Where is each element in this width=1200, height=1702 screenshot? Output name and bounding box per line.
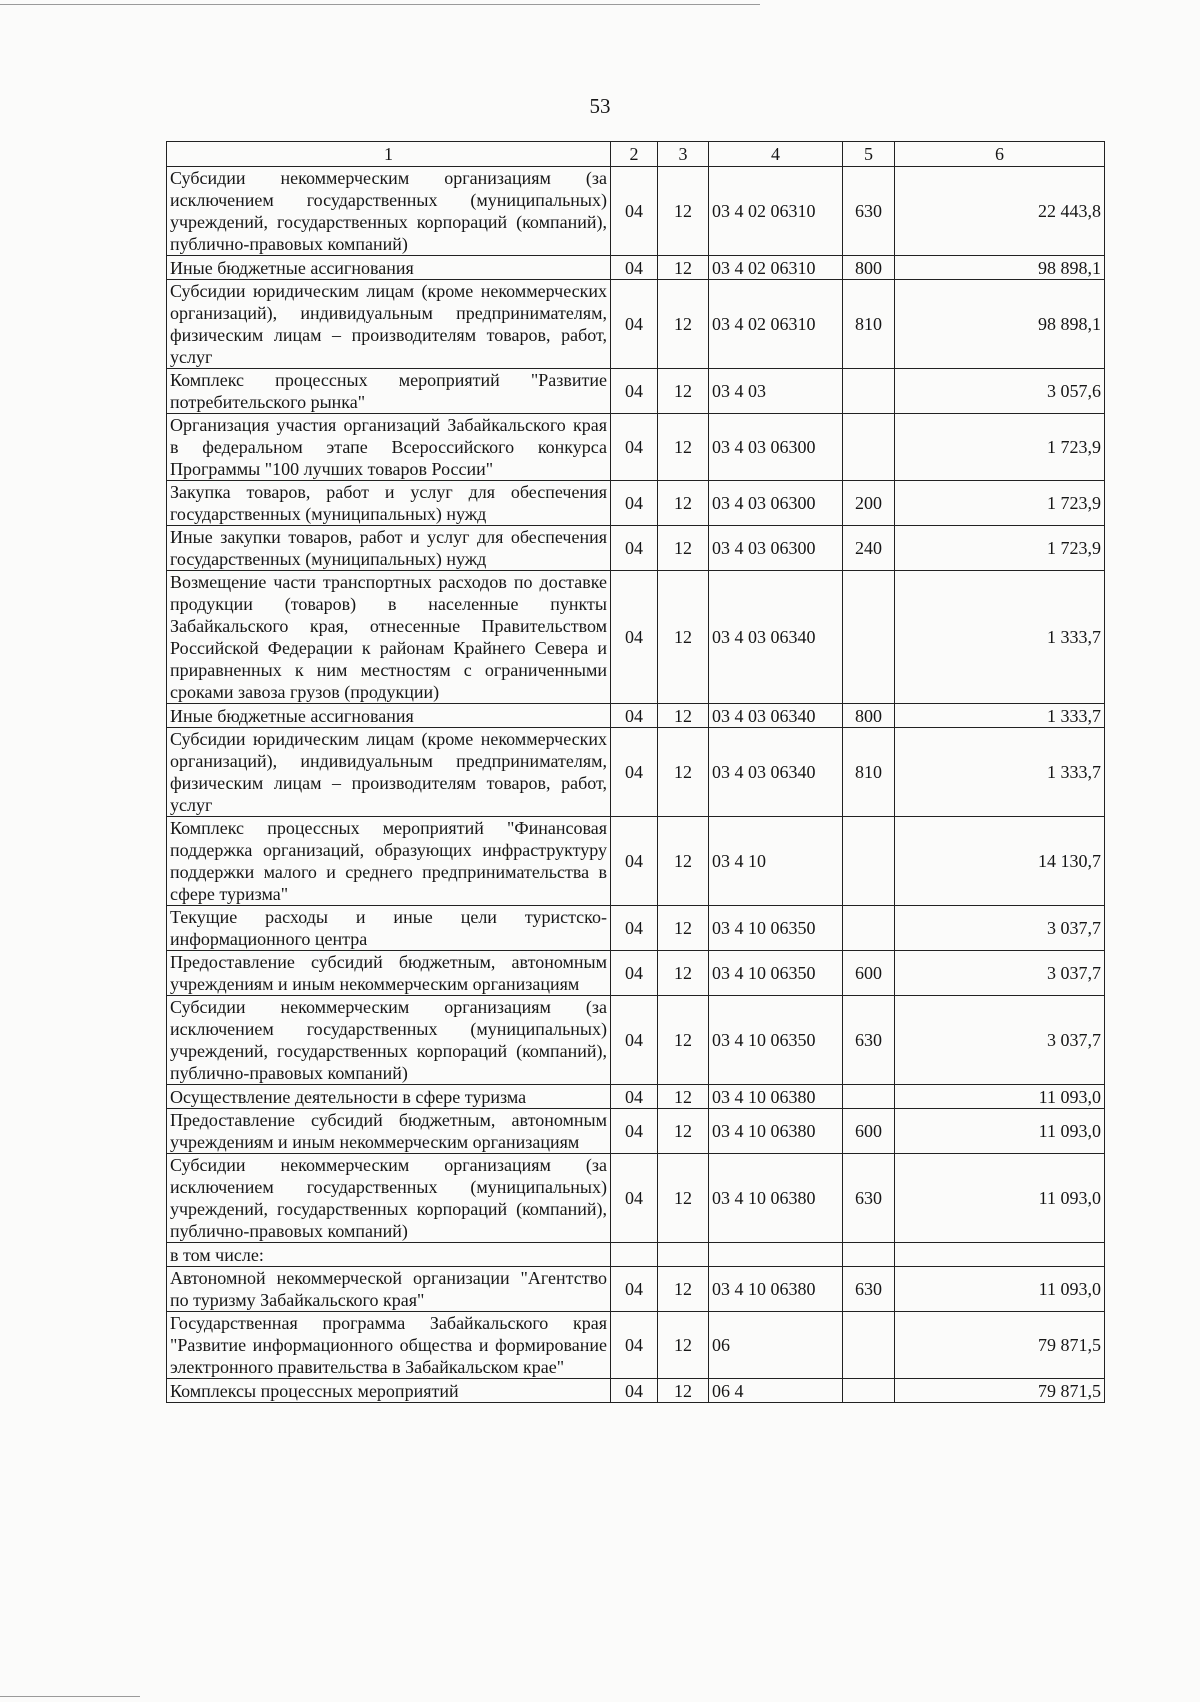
cell-amount: 1 723,9 xyxy=(895,414,1105,481)
cell-amount: 1 723,9 xyxy=(895,481,1105,526)
cell-amount: 79 871,5 xyxy=(895,1312,1105,1379)
cell-target-article-code: 03 4 10 06350 xyxy=(709,951,843,996)
cell-expense-type-code: 630 xyxy=(843,996,895,1085)
cell-target-article-code: 03 4 10 xyxy=(709,817,843,906)
cell-amount: 3 037,7 xyxy=(895,906,1105,951)
cell-expense-type-code xyxy=(843,369,895,414)
cell-item-name: Предоставление субсидий бюджетным, автономным учреждениям и иным некоммерческим организациям xyxy=(167,1109,611,1154)
table-row xyxy=(167,1154,1105,1243)
cell-item-name: Организация участия организаций Забайкальского края в федеральном этапе Всероссийского конкурса Программы "100 лучших товаров России" xyxy=(167,414,611,481)
cell-section-code: 04 xyxy=(611,951,658,996)
cell-subsection-code: 12 xyxy=(658,906,709,951)
cell-item-name: Комплекс процессных мероприятий "Развитие потребительского рынка" xyxy=(167,369,611,414)
cell-target-article-code: 03 4 10 06350 xyxy=(709,906,843,951)
cell-expense-type-code: 810 xyxy=(843,728,895,817)
scan-artifact-line xyxy=(0,1696,140,1697)
cell-expense-type-code: 800 xyxy=(843,704,895,728)
cell-expense-type-code xyxy=(843,1085,895,1109)
cell-section-code: 04 xyxy=(611,1154,658,1243)
table-row xyxy=(167,728,1105,817)
cell-target-article-code: 03 4 03 06300 xyxy=(709,414,843,481)
cell-amount: 1 333,7 xyxy=(895,728,1105,817)
cell-subsection-code: 12 xyxy=(658,1312,709,1379)
table-row xyxy=(167,1243,1105,1267)
cell-item-name: Предоставление субсидий бюджетным, автономным учреждениям и иным некоммерческим организациям xyxy=(167,951,611,996)
cell-subsection-code: 12 xyxy=(658,1154,709,1243)
table-row xyxy=(167,1312,1105,1379)
cell-subsection-code: 12 xyxy=(658,1109,709,1154)
cell-expense-type-code xyxy=(843,1243,895,1267)
cell-subsection-code xyxy=(658,1243,709,1267)
cell-target-article-code: 03 4 03 xyxy=(709,369,843,414)
cell-expense-type-code: 600 xyxy=(843,1109,895,1154)
cell-section-code: 04 xyxy=(611,526,658,571)
cell-subsection-code: 12 xyxy=(658,280,709,369)
cell-target-article-code: 03 4 03 06340 xyxy=(709,571,843,704)
cell-subsection-code: 12 xyxy=(658,571,709,704)
cell-amount: 3 037,7 xyxy=(895,951,1105,996)
table-row xyxy=(167,996,1105,1085)
table-row xyxy=(167,1267,1105,1312)
scan-artifact-line xyxy=(0,4,760,5)
cell-target-article-code: 06 4 xyxy=(709,1379,843,1403)
table-row xyxy=(167,526,1105,571)
cell-item-name: Комплексы процессных мероприятий xyxy=(167,1379,611,1403)
cell-target-article-code: 03 4 03 06340 xyxy=(709,704,843,728)
cell-item-name: Субсидии юридическим лицам (кроме некоммерческих организаций), индивидуальным предпринимателям, физическим лицам – производителям товаров, работ, услуг xyxy=(167,280,611,369)
cell-expense-type-code xyxy=(843,817,895,906)
cell-amount: 11 093,0 xyxy=(895,1109,1105,1154)
cell-subsection-code: 12 xyxy=(658,1267,709,1312)
table-row xyxy=(167,280,1105,369)
table-row xyxy=(167,817,1105,906)
cell-subsection-code: 12 xyxy=(658,414,709,481)
cell-target-article-code: 03 4 03 06300 xyxy=(709,481,843,526)
cell-subsection-code: 12 xyxy=(658,817,709,906)
cell-subsection-code: 12 xyxy=(658,951,709,996)
cell-item-name: в том числе: xyxy=(167,1243,611,1267)
cell-item-name: Текущие расходы и иные цели туристско-информационного центра xyxy=(167,906,611,951)
cell-item-name: Субсидии юридическим лицам (кроме некоммерческих организаций), индивидуальным предпринимателям, физическим лицам – производителям товаров, работ, услуг xyxy=(167,728,611,817)
cell-target-article-code: 03 4 10 06380 xyxy=(709,1109,843,1154)
cell-section-code xyxy=(611,1243,658,1267)
cell-item-name: Субсидии некоммерческим организациям (за исключением государственных (муниципальных) учреждений, государственных корпораций (компаний), публично-правовых компаний) xyxy=(167,167,611,256)
page-number: 53 xyxy=(589,94,611,118)
cell-subsection-code: 12 xyxy=(658,526,709,571)
cell-item-name: Иные бюджетные ассигнования xyxy=(167,256,611,280)
budget-table xyxy=(166,141,1105,1403)
header-col-2: 2 xyxy=(611,142,658,167)
table-row xyxy=(167,906,1105,951)
cell-target-article-code: 03 4 10 06350 xyxy=(709,996,843,1085)
cell-section-code: 04 xyxy=(611,280,658,369)
cell-item-name: Закупка товаров, работ и услуг для обеспечения государственных (муниципальных) нужд xyxy=(167,481,611,526)
cell-amount: 98 898,1 xyxy=(895,280,1105,369)
cell-subsection-code: 12 xyxy=(658,1379,709,1403)
cell-section-code: 04 xyxy=(611,1109,658,1154)
cell-target-article-code: 03 4 03 06300 xyxy=(709,526,843,571)
cell-section-code: 04 xyxy=(611,1085,658,1109)
cell-subsection-code: 12 xyxy=(658,167,709,256)
table-row xyxy=(167,1085,1105,1109)
cell-expense-type-code: 630 xyxy=(843,1154,895,1243)
cell-item-name: Иные бюджетные ассигнования xyxy=(167,704,611,728)
cell-section-code: 04 xyxy=(611,369,658,414)
cell-amount: 3 057,6 xyxy=(895,369,1105,414)
cell-subsection-code: 12 xyxy=(658,256,709,280)
cell-amount xyxy=(895,1243,1105,1267)
cell-subsection-code: 12 xyxy=(658,996,709,1085)
cell-item-name: Комплекс процессных мероприятий "Финансовая поддержка организаций, образующих инфраструктуру поддержки малого и среднего предпринимательства в сфере туризма" xyxy=(167,817,611,906)
cell-expense-type-code xyxy=(843,571,895,704)
cell-expense-type-code: 200 xyxy=(843,481,895,526)
cell-target-article-code: 06 xyxy=(709,1312,843,1379)
table-row xyxy=(167,1109,1105,1154)
cell-section-code: 04 xyxy=(611,256,658,280)
cell-section-code: 04 xyxy=(611,906,658,951)
header-col-5: 5 xyxy=(843,142,895,167)
cell-section-code: 04 xyxy=(611,167,658,256)
cell-expense-type-code: 630 xyxy=(843,167,895,256)
table-row xyxy=(167,167,1105,256)
cell-section-code: 04 xyxy=(611,1312,658,1379)
header-col-3: 3 xyxy=(658,142,709,167)
cell-section-code: 04 xyxy=(611,1379,658,1403)
table-header-row xyxy=(167,142,1105,167)
cell-target-article-code: 03 4 03 06340 xyxy=(709,728,843,817)
cell-expense-type-code xyxy=(843,414,895,481)
cell-expense-type-code: 630 xyxy=(843,1267,895,1312)
cell-section-code: 04 xyxy=(611,1267,658,1312)
header-col-1: 1 xyxy=(167,142,611,167)
cell-expense-type-code xyxy=(843,1312,895,1379)
cell-subsection-code: 12 xyxy=(658,728,709,817)
cell-section-code: 04 xyxy=(611,571,658,704)
cell-amount: 22 443,8 xyxy=(895,167,1105,256)
cell-amount: 98 898,1 xyxy=(895,256,1105,280)
header-col-4: 4 xyxy=(709,142,843,167)
cell-expense-type-code: 800 xyxy=(843,256,895,280)
cell-amount: 14 130,7 xyxy=(895,817,1105,906)
table-row xyxy=(167,481,1105,526)
cell-subsection-code: 12 xyxy=(658,1085,709,1109)
cell-target-article-code: 03 4 02 06310 xyxy=(709,280,843,369)
cell-amount: 1 723,9 xyxy=(895,526,1105,571)
cell-section-code: 04 xyxy=(611,817,658,906)
cell-item-name: Автономной некоммерческой организации "Агентство по туризму Забайкальского края" xyxy=(167,1267,611,1312)
cell-section-code: 04 xyxy=(611,481,658,526)
cell-amount: 1 333,7 xyxy=(895,571,1105,704)
cell-expense-type-code xyxy=(843,906,895,951)
cell-section-code: 04 xyxy=(611,728,658,817)
table-row xyxy=(167,256,1105,280)
cell-target-article-code: 03 4 02 06310 xyxy=(709,256,843,280)
cell-target-article-code: 03 4 02 06310 xyxy=(709,167,843,256)
cell-section-code: 04 xyxy=(611,704,658,728)
cell-item-name: Иные закупки товаров, работ и услуг для обеспечения государственных (муниципальных) нужд xyxy=(167,526,611,571)
table-row xyxy=(167,951,1105,996)
cell-target-article-code: 03 4 10 06380 xyxy=(709,1267,843,1312)
cell-expense-type-code: 600 xyxy=(843,951,895,996)
cell-expense-type-code: 240 xyxy=(843,526,895,571)
cell-expense-type-code xyxy=(843,1379,895,1403)
cell-amount: 11 093,0 xyxy=(895,1085,1105,1109)
cell-item-name: Осуществление деятельности в сфере туризма xyxy=(167,1085,611,1109)
cell-section-code: 04 xyxy=(611,414,658,481)
cell-amount: 79 871,5 xyxy=(895,1379,1105,1403)
cell-amount: 1 333,7 xyxy=(895,704,1105,728)
table-row xyxy=(167,571,1105,704)
cell-item-name: Субсидии некоммерческим организациям (за исключением государственных (муниципальных) учреждений, государственных корпораций (компаний), публично-правовых компаний) xyxy=(167,1154,611,1243)
cell-expense-type-code: 810 xyxy=(843,280,895,369)
cell-subsection-code: 12 xyxy=(658,704,709,728)
cell-item-name: Возмещение части транспортных расходов по доставке продукции (товаров) в населенные пункты Забайкальского края, отнесенные Правительством Российской Федерации к районам Крайнего Севера и приравненных к ним местностям с ограниченными сроками завоза грузов (продукции) xyxy=(167,571,611,704)
table-row xyxy=(167,704,1105,728)
cell-amount: 11 093,0 xyxy=(895,1154,1105,1243)
header-col-6: 6 xyxy=(895,142,1105,167)
cell-target-article-code: 03 4 10 06380 xyxy=(709,1154,843,1243)
table-row xyxy=(167,1379,1105,1403)
cell-subsection-code: 12 xyxy=(658,481,709,526)
cell-subsection-code: 12 xyxy=(658,369,709,414)
cell-amount: 11 093,0 xyxy=(895,1267,1105,1312)
cell-target-article-code: 03 4 10 06380 xyxy=(709,1085,843,1109)
cell-item-name: Государственная программа Забайкальского края "Развитие информационного общества и формирование электронного правительства в Забайкальском крае" xyxy=(167,1312,611,1379)
cell-section-code: 04 xyxy=(611,996,658,1085)
table-body xyxy=(167,167,1105,1403)
cell-amount: 3 037,7 xyxy=(895,996,1105,1085)
cell-target-article-code xyxy=(709,1243,843,1267)
table-row xyxy=(167,414,1105,481)
table-row xyxy=(167,369,1105,414)
cell-item-name: Субсидии некоммерческим организациям (за исключением государственных (муниципальных) учреждений, государственных корпораций (компаний), публично-правовых компаний) xyxy=(167,996,611,1085)
